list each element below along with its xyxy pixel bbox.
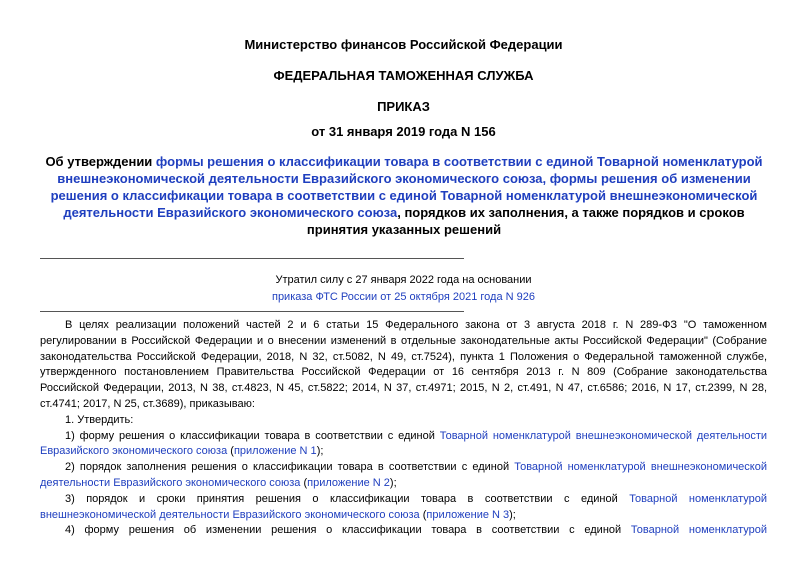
list-item: 1) форму решения о классификации товара в соответствии с единой Товарной номенклатурой внешнеэкономической деятельности Евразийского экономического союза (приложение N 1); xyxy=(40,429,767,458)
doc-type-heading: ПРИКАЗ xyxy=(377,99,430,114)
list-item: 4) форму решения об изменении решения о классификации товара в соответствии с единой Товарной номенклатурой xyxy=(65,524,767,537)
tnved-link[interactable]: Товарной номенклатурой внешнеэкономической деятельности Евразийского экономического союза xyxy=(40,492,768,521)
divider-top xyxy=(40,258,464,259)
tnved-link[interactable]: Товарной номенклатурой xyxy=(630,524,767,537)
repeal-order-link[interactable]: приказа ФТС России от 25 октября 2021 года N 926 xyxy=(271,291,535,303)
intro-paragraph: В целях реализации положений частей 2 и 6 статьи 15 Федерального закона от 3 августа 2018 г. N 289-ФЗ "О таможенном регулировании в Российской Федерации и о внесении изменений в отдельные законодательные акты Российской Федерации" (Собрание законодательства Российской Федерации, 2018, N 32, ст.5082, N 49, ст.7524), пункта 1 Положения о Федеральной таможенной службе, утвержденного постановлением Правительства Российской Федерации от 16 сентября 2013 г. N 809 (Собрание законодательства Российской Федерации, 2013, N 38, ст.4823, N 45, ст.5822; 2014, N 37, ст.4971; 2015, N 2, ст.491, N 47, ст.6586; 2016, N 17, ст.2399, N 28, ст.4741; 2017, N 25, ст.3689), приказываю: xyxy=(40,319,767,410)
list-item: 2) порядок заполнения решения о классификации товара в соответствии с единой Товарной номенклатурой внешнеэкономической деятельности Евразийского экономического союза (приложение N 2); xyxy=(40,461,767,489)
appendix-1-link[interactable]: приложение N 1 xyxy=(233,445,317,458)
document-title xyxy=(40,153,768,238)
title-text-end: , порядков их заполнения, а также порядков и сроков принятия указанных решений xyxy=(306,205,745,237)
title-link[interactable]: формы решения о классификации товара в соответствии с единой Товарной номенклатурой внешнеэкономической деятельности Евразийского экономического союза, формы решения об изменении решения о классификации товара в соответствии с единой Товарной номенклатурой внешнеэкономической деятельности Евразийского экономического союза xyxy=(50,154,763,220)
status-text: Утратил силу с 27 января 2022 года на основании xyxy=(275,274,532,286)
appendix-3-link[interactable]: приложение N 3 xyxy=(426,508,510,521)
title-text: Об утверждении xyxy=(45,154,156,169)
list-item: 3) порядок и сроки принятия решения о классификации товара в соответствии с единой Товарной номенклатурой внешнеэкономической деятельности Евразийского экономического союза (приложение N 3); xyxy=(40,492,768,521)
document-body xyxy=(40,318,767,539)
date-number-heading: от 31 января 2019 года N 156 xyxy=(311,124,496,139)
service-heading: ФЕДЕРАЛЬНАЯ ТАМОЖЕННАЯ СЛУЖБА xyxy=(273,68,534,83)
ministry-heading: Министерство финансов Российской Федерации xyxy=(244,37,563,52)
tnved-link[interactable]: Товарной номенклатурой внешнеэкономической деятельности Евразийского экономического союза xyxy=(40,429,767,458)
tnved-link[interactable]: Товарной номенклатурой внешнеэкономической деятельности Евразийского экономического союза xyxy=(40,461,767,489)
appendix-2-link[interactable]: приложение N 2 xyxy=(307,476,390,489)
item-approve: 1. Утвердить: xyxy=(65,413,134,426)
divider-bottom xyxy=(40,311,464,312)
